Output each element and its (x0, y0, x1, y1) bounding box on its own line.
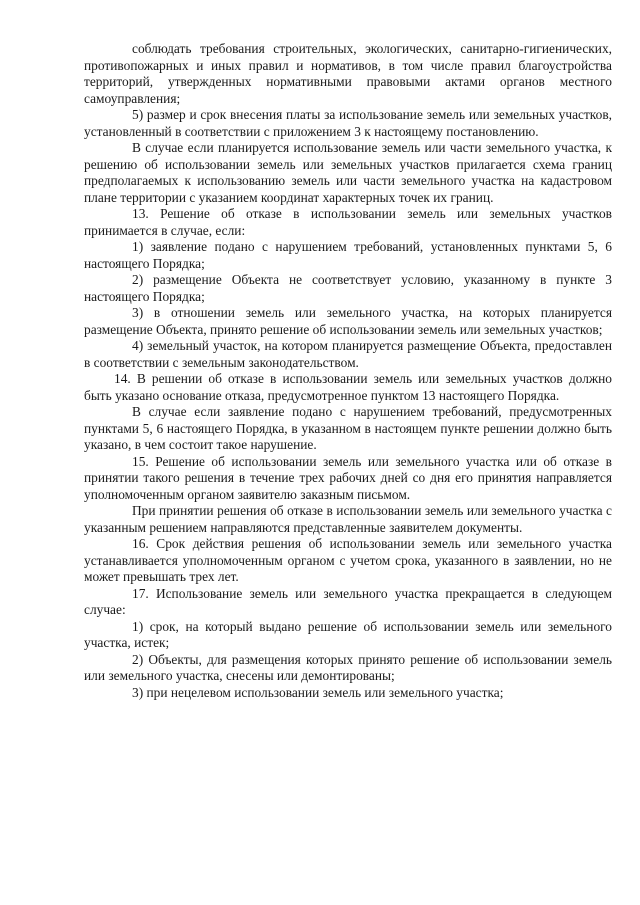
paragraph-17-item-3: 3) при нецелевом использовании земель или земельного участка; (132, 684, 504, 700)
paragraph-continuation-requirements: соблюдать требования строительных, экологических, санитарно-гигиенических, противопожарных и иных правил и нормативов, в том числе правил благоустройства территорий, утвержденных нормативными правовыми актами органов местного самоуправления; (84, 41, 612, 106)
paragraph-13-item-3: 3) в отношении земель или земельного участка, на которых планируется размещение Объекта, принято решение об использовании земель или земельных участков; (84, 305, 612, 337)
paragraph-section-14: 14. В решении об отказе в использовании земель или земельных участков должно быть указано основание отказа, предусмотренное пунктом 13 настоящего Порядка. (84, 371, 612, 403)
paragraph-17-item-1: 1) срок, на который выдано решение об использовании земель или земельного участка, истек; (84, 618, 612, 650)
paragraph-boundary-scheme: В случае если планируется использование земель или части земельного участка, к решению об использовании земель или земельных участков прилагается схема границ предполагаемых к использованию земель или части земельного участка на кадастровом плане территории с указанием координат характерных точек их границ. (84, 140, 612, 205)
paragraph-section-15: 15. Решение об использовании земель или земельного участка или об отказе в принятии такого решения в течение трех рабочих дней со дня его принятия направляется уполномоченным органом заявителю заказным письмом. (84, 453, 612, 502)
paragraph-14-violation: В случае если заявление подано с нарушением требований, предусмотренных пунктами 5, 6 настоящего Порядка, в указанном в настоящем пункте решении должно быть указано, в чем состоит такое нарушение. (84, 404, 612, 452)
paragraph-section-16: 16. Срок действия решения об использовании земель или земельного участка устанавливается уполномоченным органом с учетом срока, указанного в заявлении, но не может превышать трех лет. (84, 536, 612, 584)
paragraph-section-17: 17. Использование земель или земельного участка прекращается в следующем случае: (84, 585, 612, 617)
document-body (84, 41, 612, 701)
paragraph-section-13: 13. Решение об отказе в использовании земель или земельных участков принимается в случае, если: (84, 206, 612, 238)
paragraph-13-item-4: 4) земельный участок, на котором планируется размещение Объекта, предоставлен в соответствии с земельным законодательством. (84, 338, 612, 370)
paragraph-17-item-2: 2) Объекты, для размещения которых принято решение об использовании земель или земельного участка, снесены или демонтированы; (84, 651, 612, 683)
paragraph-13-item-1: 1) заявление подано с нарушением требований, установленных пунктами 5, 6 настоящего Порядка; (84, 239, 612, 271)
paragraph-13-item-2: 2) размещение Объекта не соответствует условию, указанному в пункте 3 настоящего Порядка; (84, 272, 612, 304)
paragraph-item-5-payment: 5) размер и срок внесения платы за использование земель или земельных участков, установленный в соответствии с приложением 3 к настоящему постановлению. (84, 107, 612, 139)
paragraph-15-refusal-documents: При принятии решения об отказе в использовании земель или земельного участка с указанным решением направляются представленные заявителем документы. (84, 503, 612, 535)
